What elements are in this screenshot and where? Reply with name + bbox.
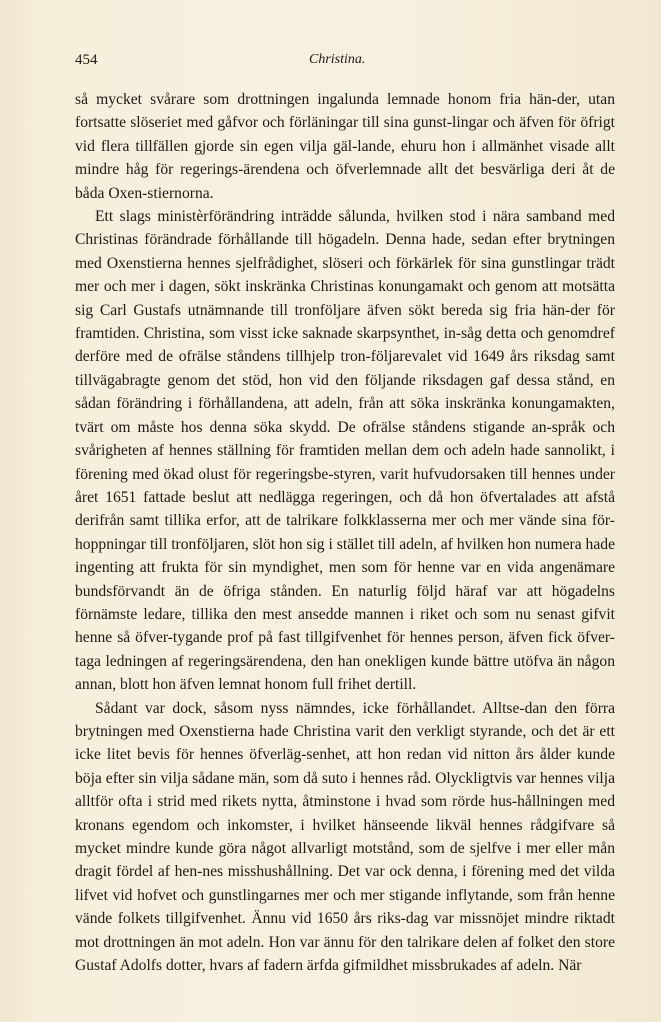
page-number: 454 <box>75 52 98 68</box>
paragraph: Ett slags ministèrförändring inträdde sålunda, hvilken stod i nära samband med Christinas förändrade förhållande till högadeln. Denna hade, sedan efter brytningen med Oxenstierna hennes sjelfrådighet, slöseri och förkärlek för sina gunstlingar trädt mer och mer i dagen, sökt inskränka Christinas konungamakt och genom att motsätta sig Carl Gustafs utnämnande till tronföljare äfven sökt bereda sig fria hän-der för framtiden. Christina, som visst icke saknade skarpsynthet, in-såg detta och genomdref derföre med de ofrälse ståndens tillhjelp tron-följarevalet vid 1649 års riksdag samt tillvägabragte genom det stöd, hon vid den följande riksdagen gaf dessa stånd, en sådan förändring i förhållandena, att adeln, från att söka inskränka konungamakten, tvärt om måste hos denna söka skydd. De ofrälse ståndens stigande an-språk och svårigheten af hennes ställning för framtiden mellan dem och adeln hade sannolikt, i förening med ökad olust för regeringsbe-styren, varit hufvudorsaken till hennes under året 1651 fattade beslut att nedlägga regeringen, och då hon öfvertalades att afstå derifrån samt tillika erfor, att de talrikare folkklasserna mer och mer vände sina för-hoppningar till tronföljaren, slöt hon sig i stället till adeln, af hvilken hon numera hade ingenting att frukta för sin myndighet, men som för henne var en vida angenämare bundsförvandt än de öfriga stånden. En naturlig följd häraf var att högadelns förnämste ledare, tillika den mest ansedde mannen i riket och som nu senast gifvit henne så öfver-tygande prof på fast tillgifvenhet för hennes person, äfven fick öfver-taga ledningen af regeringsärendena, den han onekligen kunde bättre utöfva än någon annan, blott hon äfven lemnat honom full frihet dertill. <box>75 208 615 694</box>
page-header <box>75 52 613 74</box>
paragraph: så mycket svårare som drottningen ingalunda lemnade honom fria hän-der, utan fortsatte slöseriet med gåfvor och förläningar till sina gunst-lingar och äfven för öfrigt vid flera tillfällen gjorde sin egen vilja gäl-lande, ehuru hon i allmänhet visade allt mindre håg för regerings-ärendena och öfverlemnade allt det besvärliga deri åt de båda Oxen-stiernorna. <box>75 91 615 202</box>
running-title: Christina. <box>309 52 366 67</box>
body-text <box>75 88 615 977</box>
paragraph: Sådant var dock, såsom nyss nämndes, icke förhållandet. Alltse-dan den förra brytningen med Oxenstierna hade Christina varit den verkligt styrande, och det är ett icke litet bevis för hennes öfverläg-senhet, att hon redan vid nitton års ålder kunde böja efter sin vilja sådane män, som då suto i hennes råd. Olyckligtvis var hennes vilja alltför ofta i strid med rikets nytta, åtminstone i hvad som rörde hus-hållningen med kronans egendom och inkomster, i hvilket hänseende likväl hennes rådgifvare så mycket mindre kunde göra något allvarligt motstånd, som de sjelfve i mer eller mån dragit fördel af hen-nes misshushållning. Det var ock denna, i förening med det vilda lifvet vid hofvet och gunstlingarnes mer och mer stigande inflytande, som från henne vände folkets tillgifvenhet. Ännu vid 1650 års riks-dag var missnöjet mindre riktadt mot drottningen än mot adeln. Hon var ännu för den talrikare delen af folket den store Gustaf Adolfs dotter, hvars af fadern ärfda gifmildhet missbrukades af adeln. När <box>75 699 615 975</box>
